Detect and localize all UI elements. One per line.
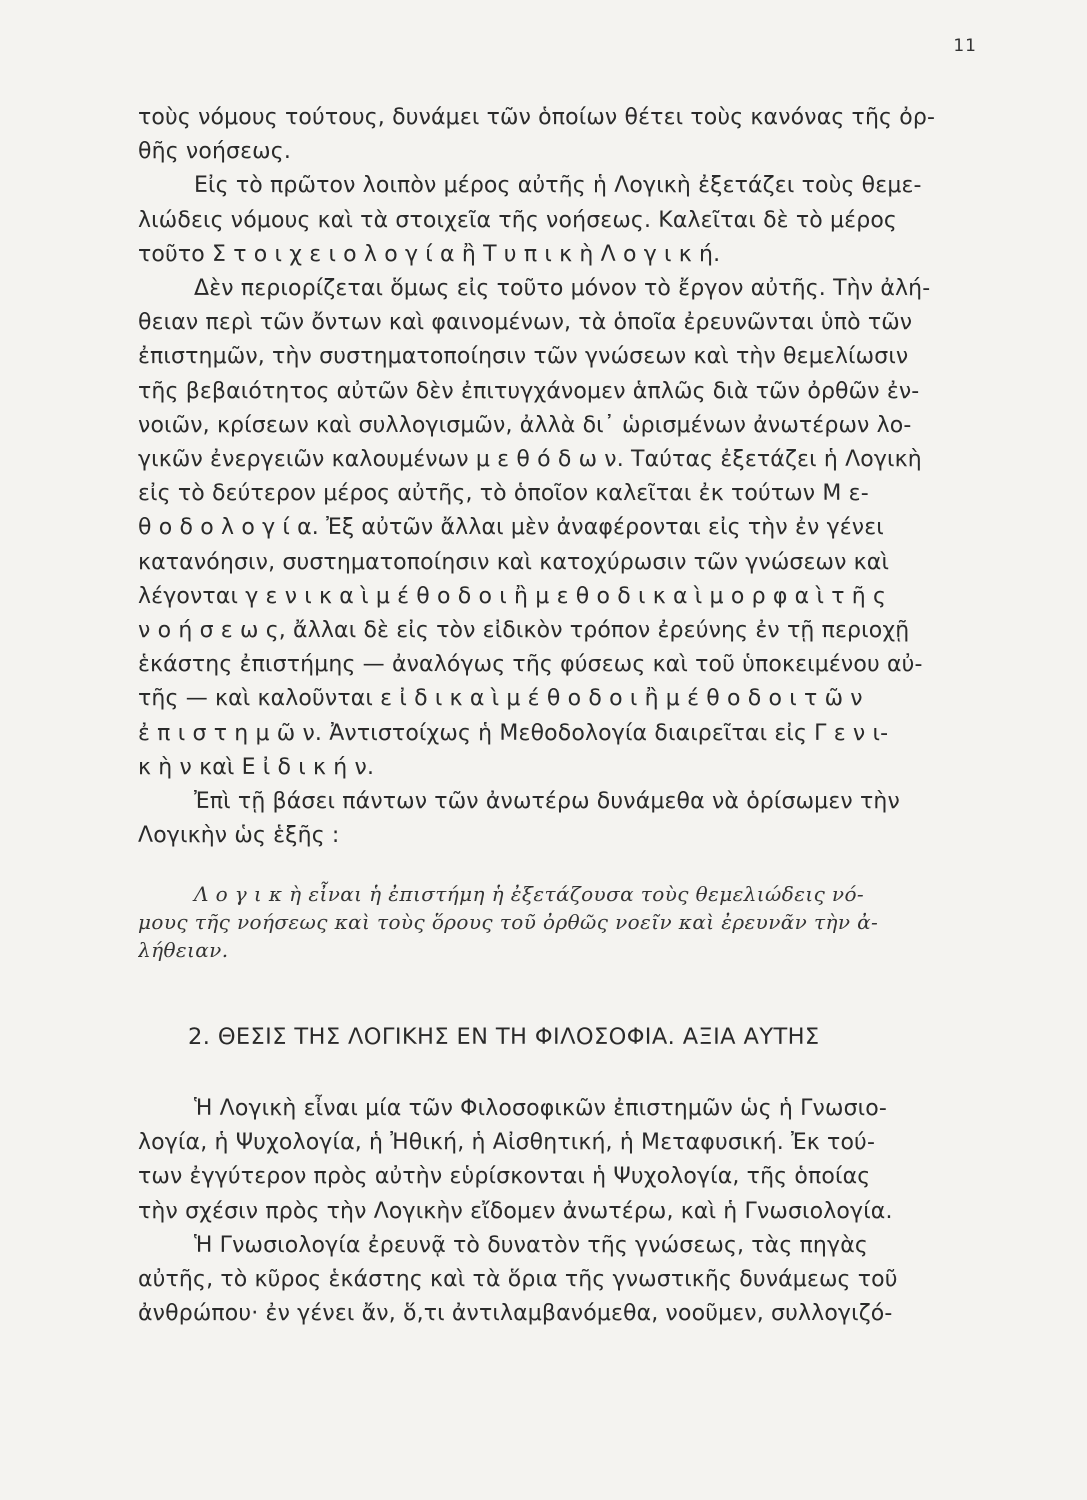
text-line: θειαν περὶ τῶν ὄντων καὶ φαινομένων, τὰ ὁποῖα ἐρευνῶνται ὑπὸ τῶν <box>138 310 913 336</box>
text-line: νοιῶν, κρίσεων καὶ συλλογισμῶν, ἀλλὰ δι᾽ ὡρισμένων ἀνωτέρων λο- <box>138 412 912 438</box>
definition-line: λήθειαν. <box>138 938 229 962</box>
logic-definition-italic <box>138 880 968 964</box>
text-line: Ἐπὶ τῇ βάσει πάντων τῶν ἀνωτέρω δυνάμεθα νὰ ὁρίσωμεν τὴν <box>194 789 900 815</box>
text-line: Ἡ Γνωσιολογία ἐρευνᾷ τὸ δυνατὸν τῆς γνώσεως, τὰς πηγὰς <box>194 1232 868 1258</box>
text-line: ν ο ή σ ε ω ς, ἄλλαι δὲ εἰς τὸν εἰδικὸν τρόπον ἐρεύνης ἐν τῇ περιοχῇ <box>138 618 910 644</box>
text-line: κατανόησιν, συστηματοποίησιν καὶ κατοχύρωσιν τῶν γνώσεων καὶ <box>138 549 890 575</box>
text-line: Δὲν περιορίζεται ὅμως εἰς τοῦτο μόνον τὸ ἔργον αὐτῆς. Τὴν ἀλή- <box>194 276 931 302</box>
text-line: εἰς τὸ δεύτερον μέρος αὐτῆς, τὸ ὁποῖον καλεῖται ἐκ τούτων Μ ε- <box>138 481 869 507</box>
text-line: γικῶν ἐνεργειῶν καλουμένων μ ε θ ό δ ω ν. Ταύτας ἐξετάζει ἡ Λογικὴ <box>138 447 922 473</box>
definition-line: μους τῆς νοήσεως καὶ τοὺς ὅρους τοῦ ὀρθῶς νοεῖν καὶ ἐρευνᾶν τὴν ἀ- <box>138 910 879 934</box>
text-line: των ἐγγύτερον πρὸς αὐτὴν εὑρίσκονται ἡ Ψυχολογία, τῆς ὁποίας <box>138 1164 871 1190</box>
text-line: τοὺς νόμους τούτους, δυνάμει τῶν ὁποίων θέτει τοὺς κανόνας τῆς ὀρ- <box>138 105 936 130</box>
text-line: λιώδεις νόμους καὶ τὰ στοιχεῖα τῆς νοήσεως. Καλεῖται δὲ τὸ μέρος <box>138 207 897 233</box>
text-line: κ ὴ ν καὶ Ε ἰ δ ι κ ή ν. <box>138 754 375 780</box>
text-line: λέγονται γ ε ν ι κ α ὶ μ έ θ ο δ ο ι ἢ μ ε θ ο δ ι κ α ὶ μ ο ρ φ α ὶ τ ῆ ς <box>138 583 887 609</box>
text-line: ἑκάστης ἐπιστήμης — ἀναλόγως τῆς φύσεως καὶ τοῦ ὑποκειμένου αὐ- <box>138 652 923 678</box>
section-heading: 2. ΘΕΣΙΣ ΤΗΣ ΛΟΓΙΚΗΣ ΕΝ ΤΗ ΦΙΛΟΣΟΦΙΑ. ΑΞΙΑ ΑΥΤΗΣ <box>188 1024 820 1050</box>
logic-definition-paragraphs <box>138 101 968 853</box>
text-line: τῆς βεβαιότητος αὐτῶν δὲν ἐπιτυγχάνομεν ἁπλῶς διὰ τῶν ὀρθῶν ἐν- <box>138 378 920 404</box>
philosophy-position-paragraphs <box>138 1092 968 1331</box>
text-line: Ἡ Λογικὴ εἶναι μία τῶν Φιλοσοφικῶν ἐπιστημῶν ὡς ἡ Γνωσιο- <box>194 1096 887 1121</box>
text-line: Λογικὴν ὡς ἑξῆς : <box>138 823 340 849</box>
text-line: Εἰς τὸ πρῶτον λοιπὸν μέρος αὐτῆς ἡ Λογικὴ ἐξετάζει τοὺς θεμε- <box>194 173 922 199</box>
text-line: ἀνθρώπου· ἐν γένει ἄν, ὅ,τι ἀντιλαμβανόμεθα, νοοῦμεν, συλλογιζό- <box>138 1301 893 1327</box>
text-line: τὴν σχέσιν πρὸς τὴν Λογικὴν εἴδομεν ἀνωτέρω, καὶ ἡ Γνωσιολογία. <box>138 1198 893 1224</box>
page-number: 11 <box>953 36 977 56</box>
text-line: τῆς — καὶ καλοῦνται ε ἰ δ ι κ α ὶ μ έ θ ο δ ο ι ἢ μ έ θ ο δ ο ι τ ῶ ν <box>138 686 863 712</box>
text-line: θῆς νοήσεως. <box>138 139 291 165</box>
text-line: τοῦτο Σ τ ο ι χ ε ι ο λ ο γ ί α ἢ Τ υ π ι κ ὴ Λ ο γ ι κ ή. <box>138 241 721 267</box>
text-line: λογία, ἡ Ψυχολογία, ἡ Ἠθική, ἡ Αἰσθητική, ἡ Μεταφυσική. Ἐκ τού- <box>138 1130 876 1156</box>
text-line: αὐτῆς, τὸ κῦρος ἑκάστης καὶ τὰ ὅρια τῆς γνωστικῆς δυνάμεως τοῦ <box>138 1267 898 1293</box>
text-line: ἐ π ι σ τ η μ ῶ ν. Ἀντιστοίχως ἡ Μεθοδολογία διαιρεῖται εἰς Γ ε ν ι- <box>138 720 889 746</box>
text-line: θ ο δ ο λ ο γ ί α. Ἐξ αὐτῶν ἄλλαι μὲν ἀναφέρονται εἰς τὴν ἐν γένει <box>138 515 884 541</box>
text-line: ἐπιστημῶν, τὴν συστηματοποίησιν τῶν γνώσεων καὶ τὴν θεμελίωσιν <box>138 344 909 370</box>
definition-line: Λ ο γ ι κ ὴ εἶναι ἡ ἐπιστήμη ἡ ἐξετάζουσα τοὺς θεμελιώδεις νό- <box>194 882 865 906</box>
